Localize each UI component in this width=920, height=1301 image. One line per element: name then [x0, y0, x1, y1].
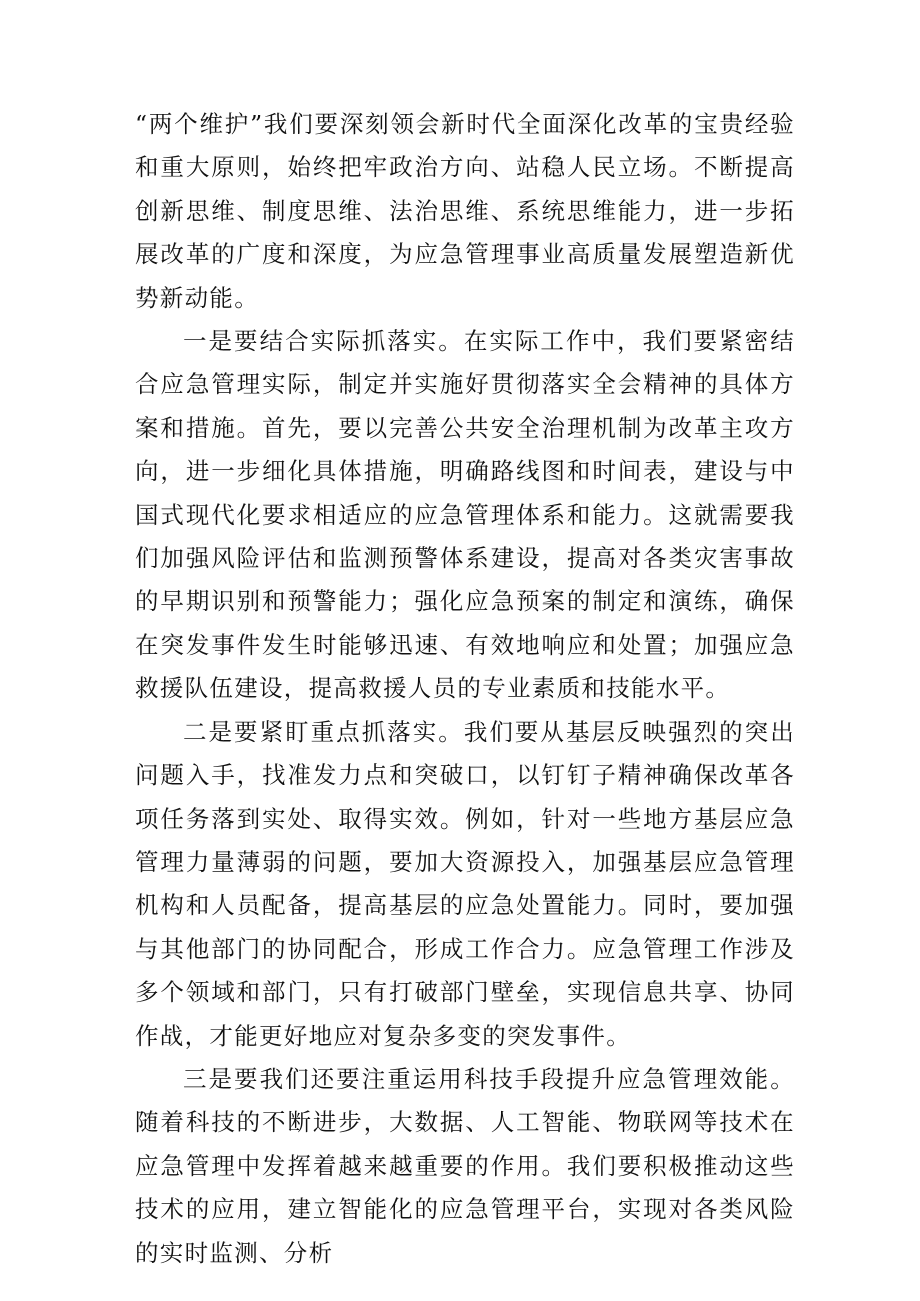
paragraph-point-three: 三是要我们还要注重运用科技手段提升应急管理效能。随着科技的不断进步，大数据、人工智能、物联网等技术在应急管理中发挥着越来越重要的作用。我们要积极推动这些技术的应用，建立智能化的应急管理平台，实现对各类风险的实时监测、分析 [135, 1064, 795, 1267]
paragraph-point-two: 二是要紧盯重点抓落实。我们要从基层反映强烈的突出问题入手，找准发力点和突破口，以钉钉子精神确保改革各项任务落到实处、取得实效。例如，针对一些地方基层应急管理力量薄弱的问题，要加大资源投入，加强基层应急管理机构和人员配备，提高基层的应急处置能力。同时，要加强与其他部门的协同配合，形成工作合力。应急管理工作涉及多个领域和部门，只有打破部门壁垒，实现信息共享、协同作战，才能更好地应对复杂多变的突发事件。 [135, 717, 795, 1050]
paragraph-point-one: 一是要结合实际抓落实。在实际工作中，我们要紧密结合应急管理实际，制定并实施好贯彻落实全会精神的具体方案和措施。首先，要以完善公共安全治理机制为改革主攻方向，进一步细化具体措施，明确路线图和时间表，建设与中国式现代化要求相适应的应急管理体系和能力。这就需要我们加强风险评估和监测预警体系建设，提高对各类灾害事故的早期识别和预警能力；强化应急预案的制定和演练，确保在突发事件发生时能够迅速、有效地响应和处置；加强应急救援队伍建设，提高救援人员的专业素质和技能水平。 [135, 327, 795, 703]
document-body [135, 103, 795, 1275]
paragraph-continuation: “两个维护”我们要深刻领会新时代全面深化改革的宝贵经验和重大原则，始终把牢政治方向、站稳人民立场。不断提高创新思维、制度思维、法治思维、系统思维能力，进一步拓展改革的广度和深度，为应急管理事业高质量发展塑造新优势新动能。 [135, 110, 795, 312]
